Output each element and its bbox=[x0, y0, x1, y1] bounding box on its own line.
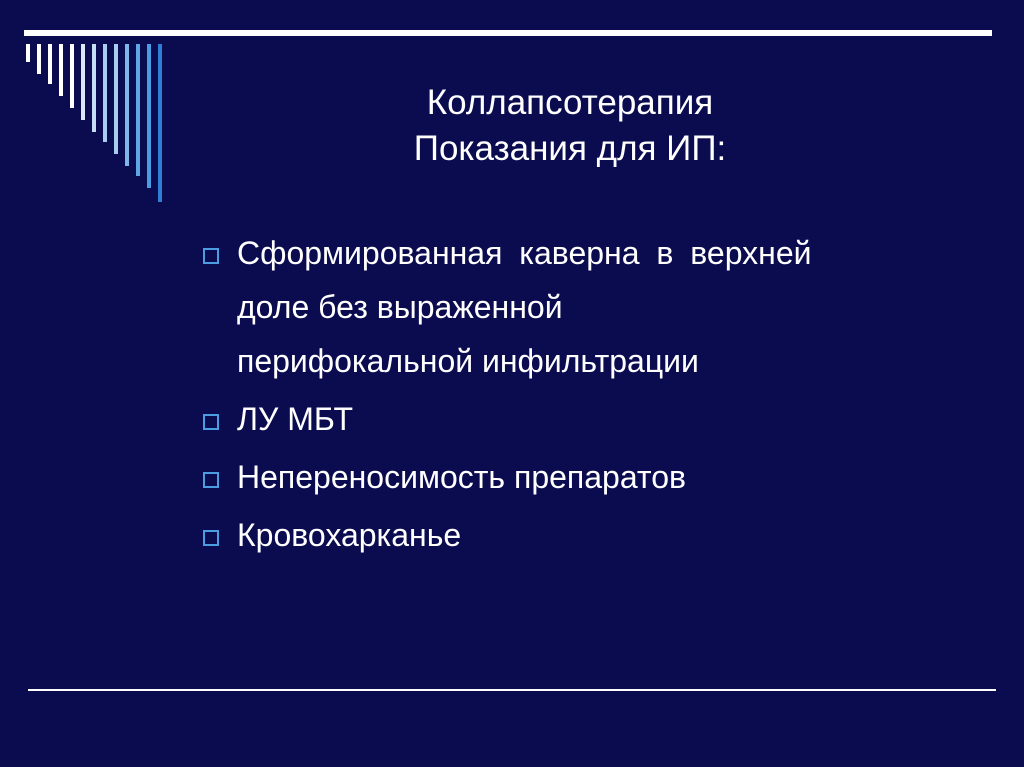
stripe-13 bbox=[158, 44, 162, 202]
hollow-square-icon bbox=[203, 248, 219, 264]
bullet-list bbox=[200, 226, 970, 566]
top-rule bbox=[24, 30, 992, 36]
stripe-7 bbox=[92, 44, 96, 132]
stripe-2 bbox=[37, 44, 41, 74]
bullet-text-line: Непереносимость препаратов bbox=[237, 459, 687, 495]
hollow-square-icon bbox=[203, 472, 219, 488]
bullet-item bbox=[200, 508, 970, 562]
stripe-10 bbox=[125, 44, 129, 166]
title-line-2: Показания для ИП: bbox=[413, 129, 727, 168]
stripe-12 bbox=[147, 44, 151, 188]
stripe-9 bbox=[114, 44, 118, 154]
bullet-text-line: перифокальной инфильтрации bbox=[237, 343, 699, 379]
title-line-1: Коллапсотерапия bbox=[426, 83, 714, 122]
stripe-4 bbox=[59, 44, 63, 96]
bullet-text-line: Сформированная каверна в верхней bbox=[237, 235, 812, 271]
bullet-item bbox=[200, 226, 970, 388]
bottom-rule bbox=[28, 689, 996, 691]
bullet-text-line: ЛУ МБТ bbox=[237, 401, 353, 437]
bullet-item bbox=[200, 450, 970, 504]
bullet-text-line: Кровохарканье bbox=[237, 517, 462, 553]
hollow-square-icon bbox=[203, 530, 219, 546]
bullet-item bbox=[200, 392, 970, 446]
stripe-6 bbox=[81, 44, 85, 120]
stripe-8 bbox=[103, 44, 107, 142]
hollow-square-icon bbox=[203, 414, 219, 430]
stripe-1 bbox=[26, 44, 30, 62]
stripe-5 bbox=[70, 44, 74, 108]
stripe-11 bbox=[136, 44, 140, 176]
bullet-text-line: доле без выраженной bbox=[237, 289, 563, 325]
slide-title bbox=[330, 80, 810, 172]
stripe-3 bbox=[48, 44, 52, 84]
